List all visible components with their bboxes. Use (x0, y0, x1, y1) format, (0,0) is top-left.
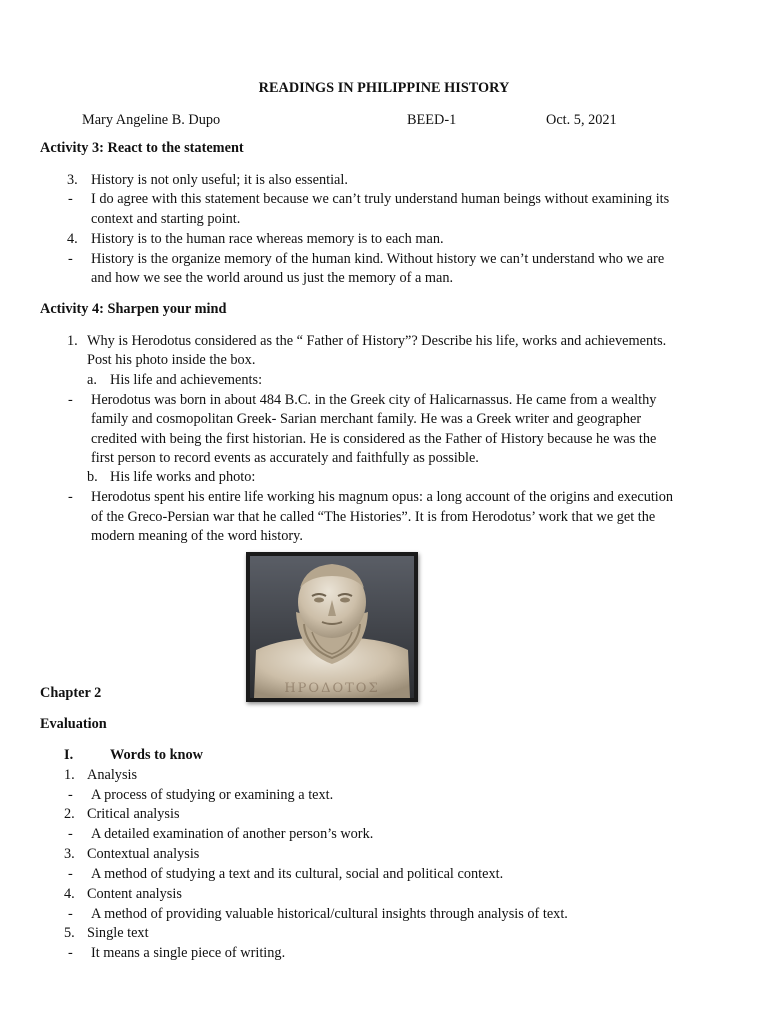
term: Content analysis (87, 886, 182, 902)
sub-question: His life and achievements: (110, 372, 263, 388)
herodotus-photo (246, 552, 418, 702)
term: Contextual analysis (87, 846, 200, 862)
list-marker: 5. (64, 925, 75, 941)
term: Analysis (87, 767, 138, 783)
answer-text: modern meaning of the word history. (91, 528, 303, 544)
roman-numeral: I. (64, 747, 74, 763)
list-item: I do agree with this statement because we can’t truly understand human beings without examining its (91, 191, 670, 207)
course: BEED-1 (407, 112, 457, 128)
list-item: and how we see the world around us just the memory of a man. (91, 270, 454, 286)
term: Single text (87, 925, 149, 941)
list-marker: 4. (64, 886, 75, 902)
activity3-heading: Activity 3: React to the statement (40, 140, 244, 156)
list-marker: - (68, 866, 73, 882)
definition: A process of studying or examining a text. (91, 787, 334, 803)
evaluation-heading: Evaluation (40, 716, 107, 732)
definition: A method of providing valuable historical/cultural insights through analysis of text. (91, 906, 568, 922)
answer-text: of the Greco-Persian war that he called “The Histories”. It is from Herodotus’ work that we get the (91, 509, 656, 525)
student-name: Mary Angeline B. Dupo (82, 112, 221, 128)
term: Critical analysis (87, 806, 180, 822)
list-marker: 3. (67, 172, 78, 188)
list-marker: 4. (67, 231, 78, 247)
list-marker: 2. (64, 806, 75, 822)
list-marker: a. (87, 372, 97, 388)
date: Oct. 5, 2021 (546, 112, 617, 128)
list-item: History is the organize memory of the human kind. Without history we can’t understand who we are (91, 251, 665, 267)
list-marker: - (68, 191, 73, 207)
question-text: Why is Herodotus considered as the “ Father of History”? Describe his life, works and achievements. (87, 333, 667, 349)
answer-text: first person to record events as accurately and faithfully as possible. (91, 450, 479, 466)
list-marker: - (68, 489, 73, 505)
list-item: History is to the human race whereas memory is to each man. (91, 231, 444, 247)
list-marker: 1. (64, 767, 75, 783)
list-marker: - (68, 826, 73, 842)
list-marker: - (68, 945, 73, 961)
chapter-heading: Chapter 2 (40, 685, 102, 701)
answer-text: credited with being the first historian. He is considered as the Father of History because he was the (91, 431, 657, 447)
document-title: READINGS IN PHILIPPINE HISTORY (258, 80, 510, 96)
answer-text: Herodotus was born in about 484 B.C. in the Greek city of Halicarnassus. He came from a wealthy (91, 392, 657, 408)
sub-question: His life works and photo: (110, 469, 256, 485)
list-marker: 1. (67, 333, 78, 349)
question-text: Post his photo inside the box. (87, 352, 256, 368)
list-marker: - (68, 392, 73, 408)
list-marker: b. (87, 469, 98, 485)
list-marker: - (68, 251, 73, 267)
activity4-heading: Activity 4: Sharpen your mind (40, 301, 227, 317)
list-marker: - (68, 787, 73, 803)
list-item: context and starting point. (91, 211, 241, 227)
list-item: History is not only useful; it is also essential. (91, 172, 348, 188)
answer-text: family and cosmopolitan Greek- Sarian merchant family. He was a Greek writer and geographer (91, 411, 642, 427)
definition: It means a single piece of writing. (91, 945, 286, 961)
photo-inscription: ΗΡΟΔΟΤΟΣ (284, 681, 380, 696)
answer-text: Herodotus spent his entire life working his magnum opus: a long account of the origins and execution (91, 489, 674, 505)
words-heading: Words to know (110, 747, 203, 763)
definition: A method of studying a text and its cultural, social and political context. (91, 866, 504, 882)
definition: A detailed examination of another person’s work. (91, 826, 374, 842)
list-marker: - (68, 906, 73, 922)
list-marker: 3. (64, 846, 75, 862)
